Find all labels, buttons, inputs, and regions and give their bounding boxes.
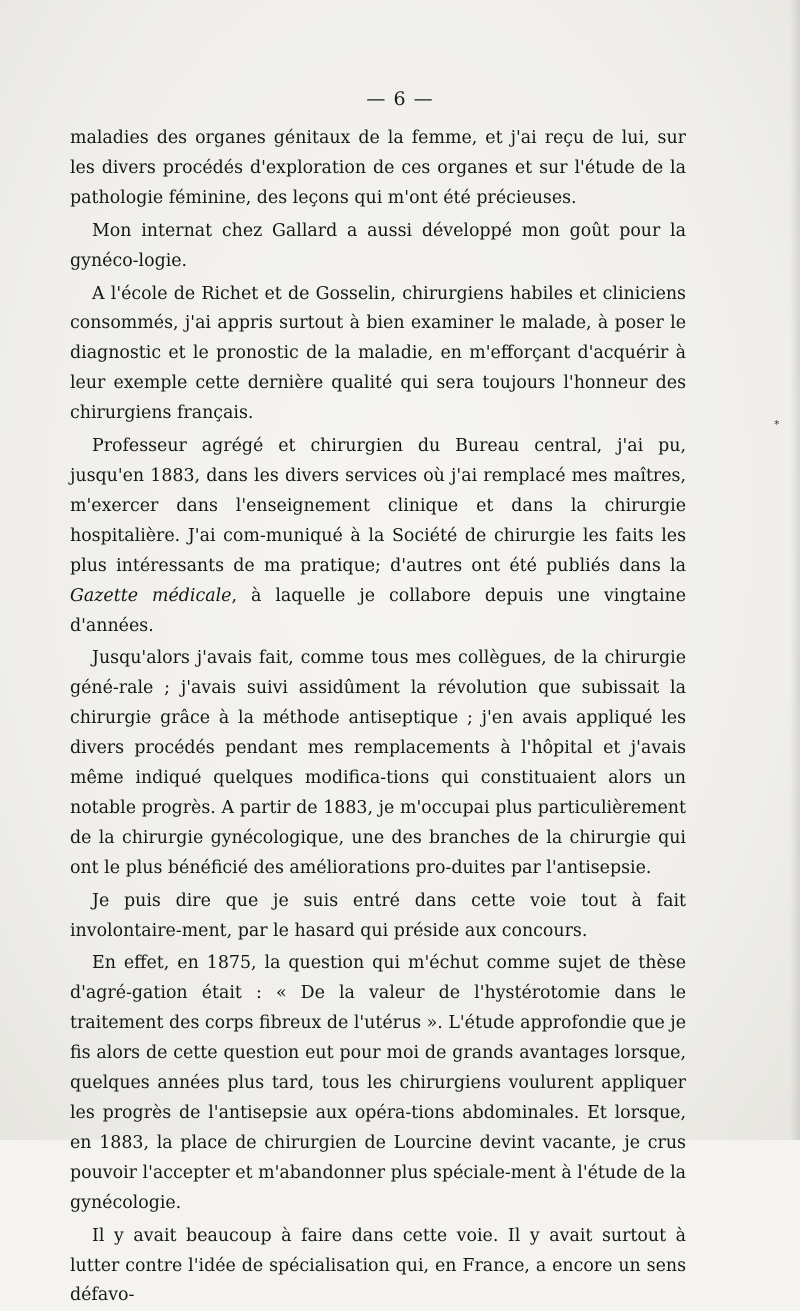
paragraph-continuation: maladies des organes génitaux de la femme, et j'ai reçu de lui, sur les divers procédés d'exploration de ces organes et sur l'étude de la pathologie féminine, des leçons qui m'ont été précieuses. [70, 128, 686, 208]
paragraph-richet-gosselin: A l'école de Richet et de Gosselin, chirurgiens habiles et cliniciens consommés, j'ai appris surtout à bien examiner le malade, à poser le diagnostic et le pronostic de la maladie, en m'efforçant d'acquérir à leur exemple cette dernière qualité qui sera toujours l'honneur des chirurgiens français. [70, 283, 686, 424]
paragraph-professeur-text-b: , à laquelle je collabore depuis une vingtaine d'années. [70, 585, 686, 636]
page-number: — 6 — [366, 88, 434, 110]
gazette-medicale-title: Gazette médicale [70, 585, 232, 606]
paragraph-beaucoup-a-faire: Il y avait beaucoup à faire dans cette voie. Il y avait surtout à lutter contre l'idée de spécialisation qui, en France, a encore un sens défavo- [70, 1225, 686, 1306]
paragraph-professeur [70, 432, 686, 641]
paragraph-en-effet: En effet, en 1875, la question qui m'échut comme sujet de thèse d'agré-gation était : « De la valeur de l'hystérotomie dans le traitement des corps fibreux de l'utérus ». L'étude approfondie que je fis alors de cette question eut pour moi de grands avantages lorsque, quelques années plus tard, tous les chirurgiens voulurent appliquer les progrès de l'antisepsie aux opéra-tions abdominales. Et lorsque, en 1883, la place de chirurgien de Lourcine devint vacante, je crus pouvoir l'accepter et m'abandonner plus spéciale-ment à l'étude de la gynécologie. [70, 953, 686, 1213]
body-text [70, 124, 686, 1311]
page-edge-shadow [790, 0, 800, 1140]
paragraph-professeur-text-a: Professeur agrégé et chirurgien du Bureau central, j'ai pu, jusqu'en 1883, dans les divers services où j'ai remplacé mes maîtres, m'exercer dans l'enseignement clinique et dans la chirurgie hospitalière. J'ai com-muniqué à la Société de chirurgie les faits les plus intéressants de ma pratique; d'autres ont été publiés dans la [70, 436, 686, 576]
paragraph-involontairement: Je puis dire que je suis entré dans cette voie tout à fait involontaire-ment, par le hasard qui préside aux concours. [70, 890, 686, 941]
paragraph-chirurgie-generale: Jusqu'alors j'avais fait, comme tous mes collègues, de la chirurgie géné-rale ; j'avais suivi assidûment la révolution que subissait la chirurgie grâce à la méthode antiseptique ; j'en avais appliqué les divers procédés pendant mes remplacements à l'hôpital et j'avais même indiqué quelques modifica-tions qui constituaient alors un notable progrès. A partir de 1883, je m'occupai plus particulièrement de la chirurgie gynécologique, une des branches de la chirurgie qui ont le plus bénéficié des améliorations pro-duites par l'antisepsie. [70, 648, 686, 878]
margin-mark: * [774, 418, 780, 431]
paragraph-internat: Mon internat chez Gallard a aussi développé mon goût pour la gynéco-logie. [70, 220, 686, 271]
